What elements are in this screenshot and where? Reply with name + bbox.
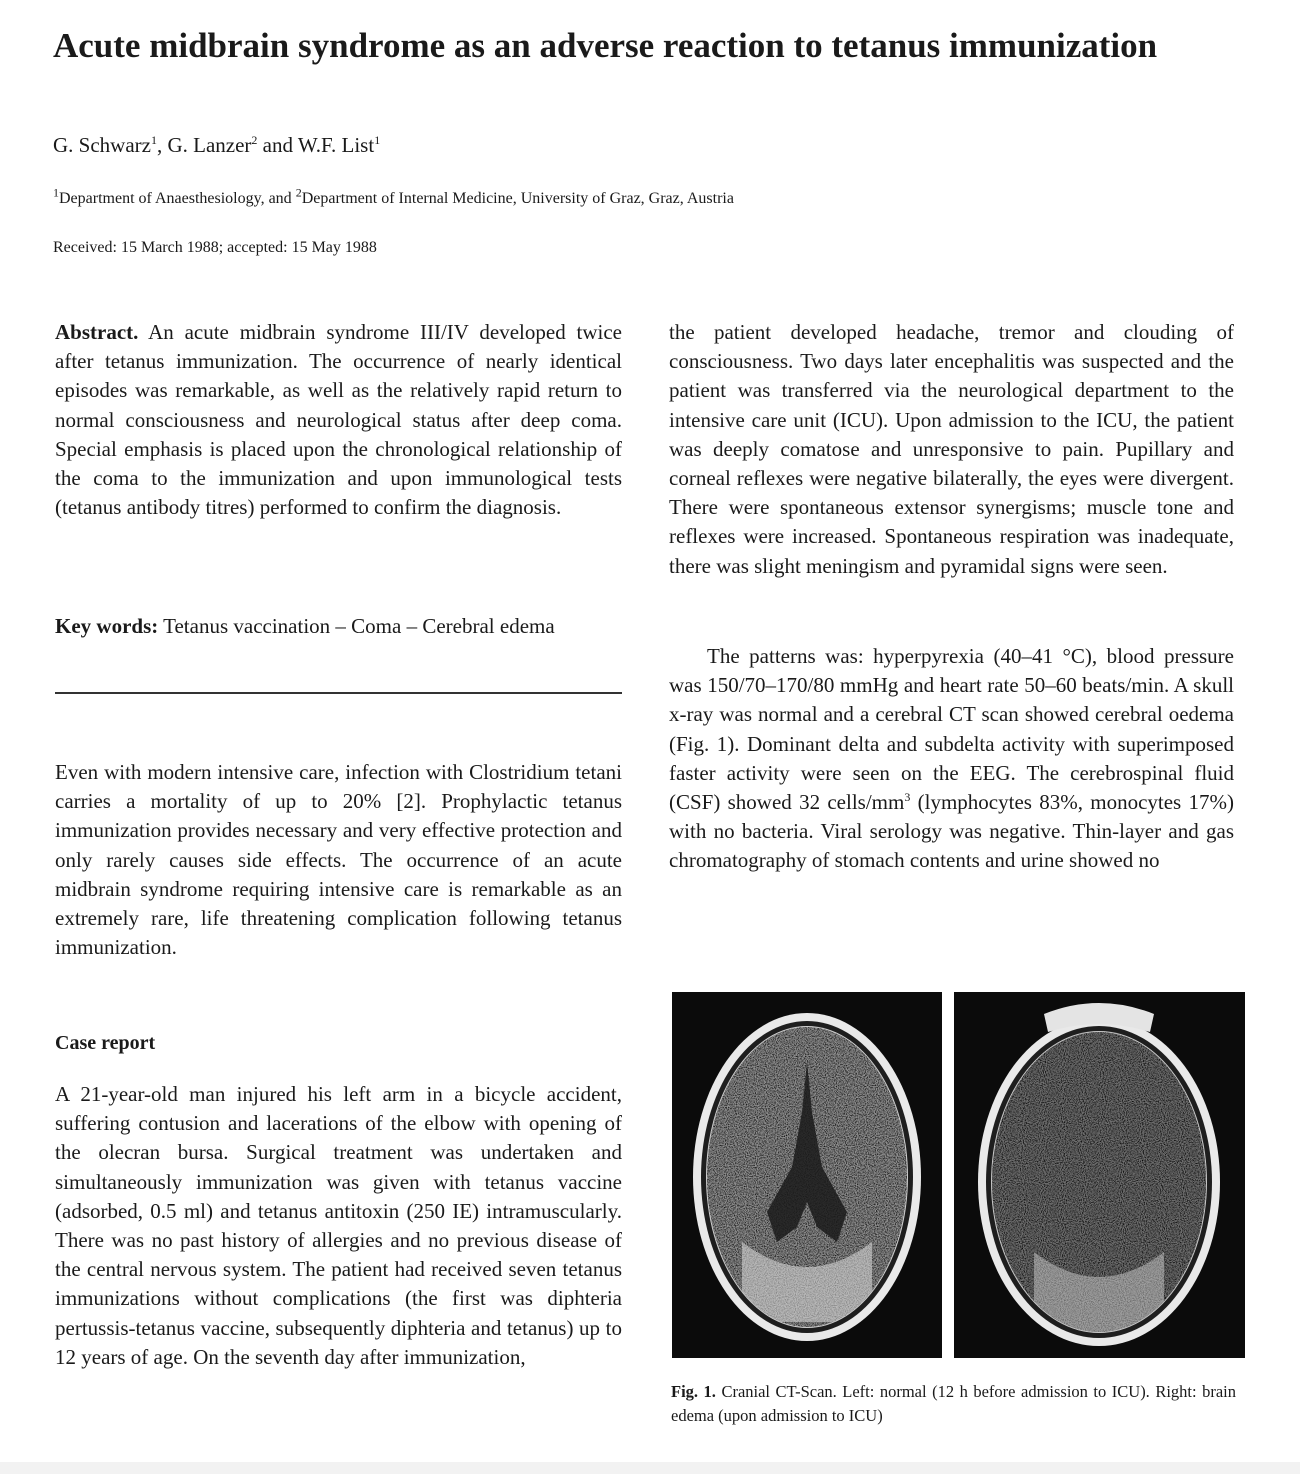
keywords-text: Tetanus vaccination – Coma – Cerebral edema (163, 614, 555, 638)
author-affiliation-mark: 1 (150, 133, 157, 147)
article-title: Acute midbrain syndrome as an adverse reaction to tetanus immunization (53, 26, 1158, 65)
figure-label: Fig. 1. (671, 1382, 716, 1401)
author-separator: , (156, 133, 168, 157)
abstract-text: An acute midbrain syndrome III/IV developed twice after tetanus immunization. The occurrence of nearly identical episodes was remarkable, as well as the relatively rapid return to normal consciousness and neurological status after deep coma. Special emphasis is placed upon the chronological relationship of the coma to the immunization and upon immunological tests (tetanus antibody titres) performed to confirm the diagnosis. (55, 320, 623, 520)
affiliations (53, 187, 734, 211)
abstract-label: Abstract. (55, 320, 139, 344)
author-list (53, 131, 380, 159)
abstract (55, 318, 622, 522)
figure-caption (671, 1380, 1236, 1428)
figure-caption-text: Cranial CT-Scan. Left: normal (12 h before admission to ICU). Right: brain edema (upon admission to ICU) (671, 1382, 1236, 1425)
ct-scan-edema-drawing (954, 992, 1245, 1358)
case-report-paragraph: A 21-year-old man injured his left arm in a bicycle accident, suffering contusion and lacerations of the elbow with opening of the olecran bursa. Surgical treatment was undertaken and simultaneously immunization was given with tetanus vaccine (adsorbed, 0.5 ml) and tetanus antitoxin (250 IE) intramuscularly. There was no past history of allergies and no previous disease of the central nervous system. The patient had received seven tetanus immunizations without complications (the first was diphteria pertussis-tetanus vaccine, subsequently diphteria and tetanus) up to 12 years of age. On the seventh day after immunization, (55, 1082, 622, 1369)
received-dates: Received: 15 March 1988; accepted: 15 May 1988 (53, 239, 377, 256)
author-name: W.F. List (297, 133, 375, 157)
keywords (55, 612, 622, 641)
figure-1 (672, 992, 1245, 1358)
author-separator: and (257, 133, 298, 157)
section-divider (55, 692, 622, 694)
affiliation-mark: 2 (295, 185, 302, 200)
author-name: G. Lanzer (167, 133, 252, 157)
page-bottom-margin (0, 1462, 1300, 1474)
right-column-paragraph-2 (669, 642, 1234, 876)
paragraph-text: The patterns was: hyperpyrexia (40–41 °C), blood pressure was 150/70–170/80 mmHg and heart rate 50–60 beats/min. A skull x-ray was normal and a cerebral CT scan showed cerebral oedema (Fig. 1). Dominant delta and subdelta activity with superimposed faster activity were seen on the EEG. The cerebrospinal fluid (CSF) showed 32 cells/mm (669, 644, 1234, 815)
keywords-label: Key words: (55, 614, 159, 638)
paragraph-text: (lymphocytes 83%, monocytes 17%) with no bacteria. Viral serology was negative. Thin-layer and gas chromatography of stomach contents and urine showed no (669, 790, 1234, 873)
right-column-paragraph-1: the patient developed headache, tremor and clouding of consciousness. Two days later encephalitis was suspected and the patient was transferred via the neurological department to the intensive care unit (ICU). Upon admission to the ICU, the patient was deeply comatose and unresponsive to pain. Pupillary and corneal reflexes were negative bilaterally, the eyes were divergent. There were spontaneous extensor synergisms; muscle tone and reflexes were increased. Spontaneous respiration was inadequate, there was slight meningism and pyramidal signs were seen. (669, 320, 1234, 578)
author-affiliation-mark: 1 (374, 133, 381, 147)
ct-scan-normal-drawing (672, 992, 942, 1358)
author-name: G. Schwarz (53, 133, 151, 157)
affiliation-mark: 1 (53, 185, 59, 200)
ct-scan-normal-image (672, 992, 942, 1358)
ct-scan-edema-image (954, 992, 1245, 1358)
case-report-heading: Case report (55, 1032, 156, 1054)
superscript: 3 (904, 790, 911, 805)
author-affiliation-mark: 2 (251, 133, 258, 147)
affiliation-text: Department of Anaesthesiology, and (59, 190, 296, 207)
affiliation-text: Department of Internal Medicine, University of Graz, Graz, Austria (301, 190, 734, 207)
introduction-paragraph: Even with modern intensive care, infection with Clostridium tetani carries a mortality of up to 20% [2]. Prophylactic tetanus immunization provides necessary and very effective protection and only rarely causes side effects. The occurrence of an acute midbrain syndrome requiring intensive care is remarkable as an extremely rare, life threatening complication following tetanus immunization. (55, 760, 622, 960)
